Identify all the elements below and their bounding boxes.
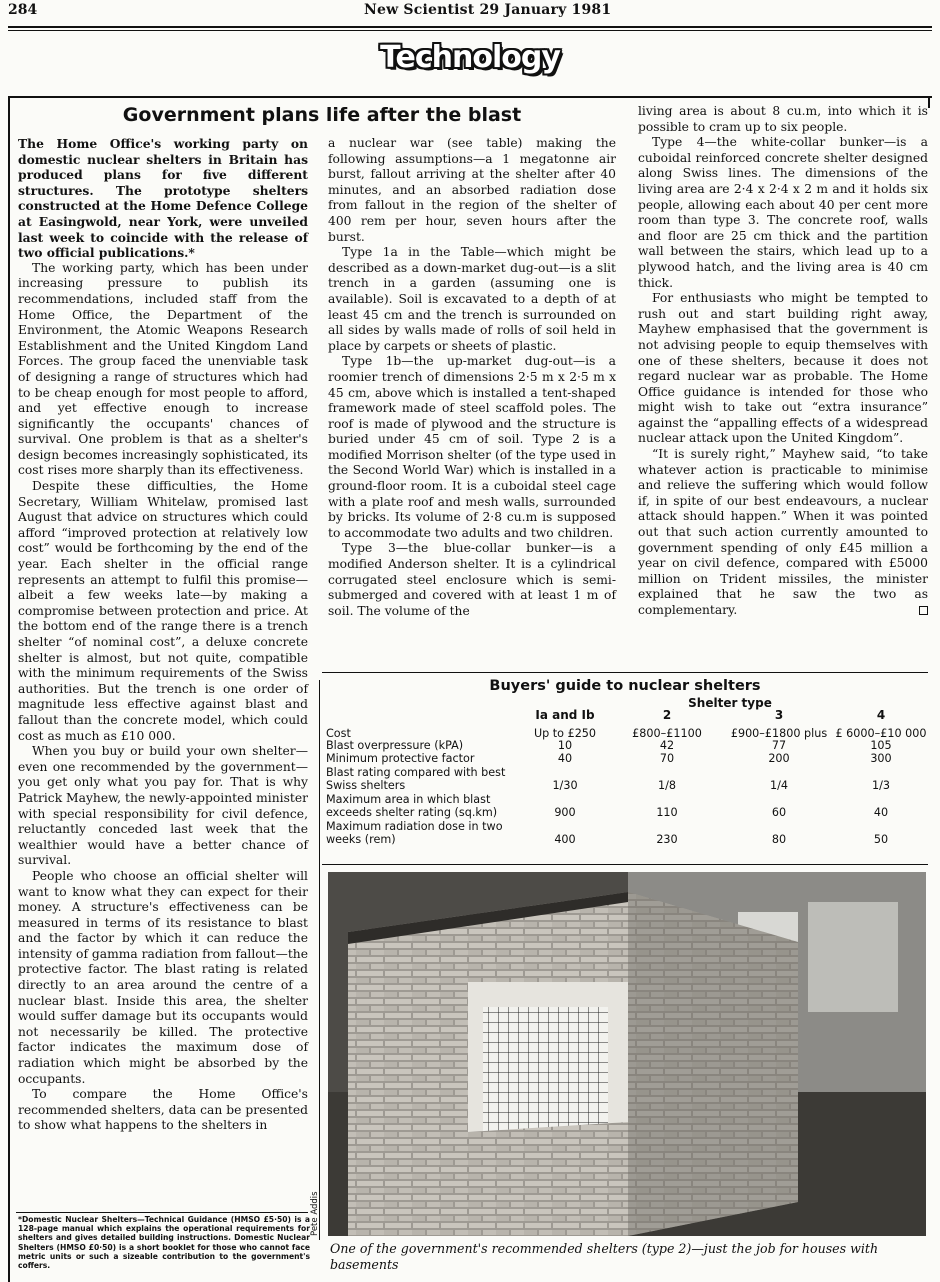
table-cell: 60 — [771, 805, 787, 819]
table-cell: £800–£1100 — [632, 726, 702, 740]
paragraph: For enthusiasts who might be tempted to rush out and start building right away, Mayhew emphasised that the government is not advising people to equip themselves with one of these shelters, because it does not regard nuclear war as probable. The Home Office guidance is intended for those who might wish to take out “extra insurance” against the “appalling effects of a widespread nuclear attack upon the United Kingdom”. — [638, 291, 928, 446]
column-3 — [638, 104, 928, 619]
shelter-photo-image — [328, 872, 926, 1236]
table-cell: 50 — [873, 832, 889, 846]
row-label: Blast rating compared with best Swiss shelters — [326, 766, 506, 792]
table-row — [326, 821, 930, 846]
row-label: Blast overpressure (kPA) — [326, 739, 464, 752]
table-cell: 900 — [554, 805, 576, 819]
footnote-rule — [16, 1212, 308, 1213]
table-row — [326, 767, 930, 794]
page-header — [8, 0, 932, 22]
column-2 — [328, 136, 616, 619]
table-cell: 40 — [557, 751, 573, 765]
header-rule-thin — [8, 30, 932, 31]
section-label: Technology — [380, 40, 560, 75]
table-cell: 1/3 — [871, 778, 890, 792]
column-1 — [18, 136, 308, 1134]
column-header: 3 — [774, 708, 784, 722]
paragraph: a nuclear war (see table) making the following assumptions—a 1 megatonne air burst, fallout arriving at the shelter after 40 minutes, and an absorbed radiation dose from fallout in the region of the shelter of 400 rem per hour, seven hours after the burst. — [328, 136, 616, 244]
table-cell: 300 — [870, 751, 892, 765]
header-rule — [8, 26, 932, 28]
table-cell: 80 — [771, 832, 787, 846]
table-cell: £900–£1800 plus — [730, 726, 828, 740]
table-cell: 10 — [557, 739, 573, 752]
footnote: *Domestic Nuclear Shelters—Technical Guidance (HMSO £5·50) is a 128-page manual which explains the operational requirements for shelters and gives detailed building instructions. Domestic Nuclear Shelters (HMSO £0·50) is a short booklet for those who cannot face metric units or such a sizeable contribution to the government's coffers. — [18, 1215, 310, 1271]
photo-caption: One of the government's recommended shelters (type 2)—just the job for houses with basements — [330, 1241, 879, 1272]
table-row — [326, 753, 930, 768]
table-cell: 1/4 — [769, 778, 788, 792]
table-cell: 1/8 — [657, 778, 676, 792]
page-number: 284 — [8, 2, 38, 18]
paragraph: To compare the Home Office's recommended shelters, data can be presented to show what happens to the shelters in — [18, 1087, 308, 1133]
table-cell: £ 6000–£10 000 — [835, 726, 927, 740]
table-title: Buyers' guide to nuclear shelters — [489, 678, 761, 694]
table-cell: Up to £250 — [533, 726, 597, 740]
table-corner — [326, 709, 522, 728]
row-label: Minimum protective factor — [326, 751, 475, 765]
end-mark-icon — [919, 606, 928, 615]
paragraph-text: “It is surely right,” Mayhew said, “to take whatever action is practicable to minimise and relieve the suffering which would follow if, in spite of our best endeavours, a nuclear attack should happen.” When it was pointed out that such action currently amounted to government spending of only £45 million a year on civil defence, compared with £5000 million on Trident missiles, the minister explained that he saw the two as complementary. — [638, 447, 928, 617]
headline: Government plans life after the blast — [122, 104, 522, 126]
table-cell: 110 — [656, 805, 678, 819]
row-label: Maximum area in which blast exceeds shelter rating (sq.km) — [326, 793, 498, 819]
paragraph: Type 3—the blue-collar bunker—is a modified Anderson shelter. It is a cylindrical corrugated steel enclosure which is semi-submerged and covered with at least 1 m of soil. The volume of the — [328, 541, 616, 618]
paragraph: People who choose an official shelter will want to know what they can expect for their money. A structure's effectiveness can be measured in terms of its resistance to blast and the factor by which it can reduce the intensity of gamma radiation from fallout—the protective factor. The blast rating is related directly to an area around the centre of a nuclear blast. Inside this area, the shelter would suffer damage but its occupants would not necessarily be killed. The protective factor indicates the maximum dose of radiation which might be absorbed by the occupants. — [18, 868, 308, 1086]
table-top-rule — [322, 672, 928, 673]
table-cell: 40 — [873, 805, 889, 819]
table-cell: 70 — [659, 751, 675, 765]
table-cell: 230 — [656, 832, 678, 846]
table-cell: 400 — [554, 832, 576, 846]
row-label: Cost — [326, 726, 351, 740]
table-row — [326, 740, 930, 753]
table-cell: 200 — [768, 751, 790, 765]
frame-corner — [928, 96, 930, 108]
table-cell: 77 — [771, 739, 787, 752]
column-header: 2 — [662, 708, 672, 722]
column-header: Ia and Ib — [535, 708, 595, 722]
paragraph: Type 4—the white-collar bunker—is a cuboidal reinforced concrete shelter designed along Swiss lines. The dimensions of the living area are 2·4 x 2·4 x 2 m and it holds six people, allowing each about 40 per cent more room than type 3. The concrete roof, walls and floor are 25 cm thick and the partition wall between the stairs, which lead up to a plywood hatch, and the living area is 40 cm thick. — [638, 135, 928, 290]
table-row — [326, 794, 930, 821]
paragraph: Type 1a in the Table—which might be described as a down-market dug-out—is a slit trench in a garden (assuming one is available). Soil is excavated to a depth of at least 45 cm and the trench is surrounded on all sides by walls made of rolls of soil held in place by carpets or sheets of plastic. — [328, 245, 616, 353]
masthead: New Scientist 29 January 1981 — [364, 2, 612, 18]
paragraph: The working party, which has been under increasing pressure to publish its recommendations, included staff from the Home Office, the Department of the Environment, the Atomic Weapons Research Establishment and the United Kingdom Land Forces. The group faced the unenviable task of designing a range of structures which had to be cheap enough for most people to afford, and yet effective enough to increase significantly the occupants' chances of survival. One problem is that as a shelter's design becomes increasingly sophisticated, its cost rises more sharply than its effectiveness. — [18, 260, 308, 478]
paragraph: Type 1b—the up-market dug-out—is a roomier trench of dimensions 2·5 m x 2·5 m x 45 cm, above which is installed a tent-shaped framework made of steel scaffold poles. The roof is made of plywood and the structure is buried under 45 cm of soil. Type 2 is a modified Morrison shelter (of the type used in the Second World War) which is installed in a ground-floor room. It is a cuboidal steel cage with a plate roof and mesh walls, surrounded by bricks. Its volume of 2·8 cu.m is supposed to accommodate two adults and two children. — [328, 354, 616, 540]
paragraph-last — [638, 447, 928, 619]
shelter-photo — [328, 872, 926, 1236]
table-bottom-rule — [322, 864, 928, 865]
photo-credit — [308, 1174, 324, 1238]
photo-credit-text: Pete Addis — [310, 1191, 320, 1236]
row-label: Maximum radiation dose in two weeks (rem) — [326, 820, 503, 846]
standfirst-paragraph: The Home Office's working party on domestic nuclear shelters in Britain has produced plans for five different structures. The prototype shelters constructed at the Home Defence College at Easingwold, near York, were unveiled last week to coincide with the release of two official publications.* — [18, 136, 308, 261]
paragraph: living area is about 8 cu.m, into which it is possible to cram up to six people. — [638, 104, 928, 134]
table-cell: 1/30 — [552, 778, 578, 792]
shelter-table — [326, 709, 930, 846]
column-header: 4 — [876, 708, 886, 722]
table-group-header: Shelter type — [688, 696, 772, 710]
table-cell: 105 — [870, 739, 892, 752]
table-cell: 42 — [659, 739, 675, 752]
paragraph: When you buy or build your own shelter—even one recommended by the government—you get only what you pay for. That is why Patrick Mayhew, the newly-appointed minister with special responsibility for civil defence, reluctantly conceded last week that the wealthier would have a better chance of survival. — [18, 744, 308, 868]
paragraph: Despite these difficulties, the Home Secretary, William Whitelaw, promised last August that advice on structures which could afford “improved protection at relatively low cost” would be forthcoming by the end of the year. Each shelter in the official range represents an attempt to fulfil this promise—albeit a few weeks late—by making a compromise between protection and price. At the bottom end of the range there is a trench shelter “of nominal cost”, a deluxe concrete shelter is almost, but not quite, compatible with the minimum requirements of the Swiss authorities. But the trench is one order of magnitude less effective against blast and fallout than the concrete model, which could cost as much as £10 000. — [18, 479, 308, 743]
column-divider — [319, 680, 320, 1240]
